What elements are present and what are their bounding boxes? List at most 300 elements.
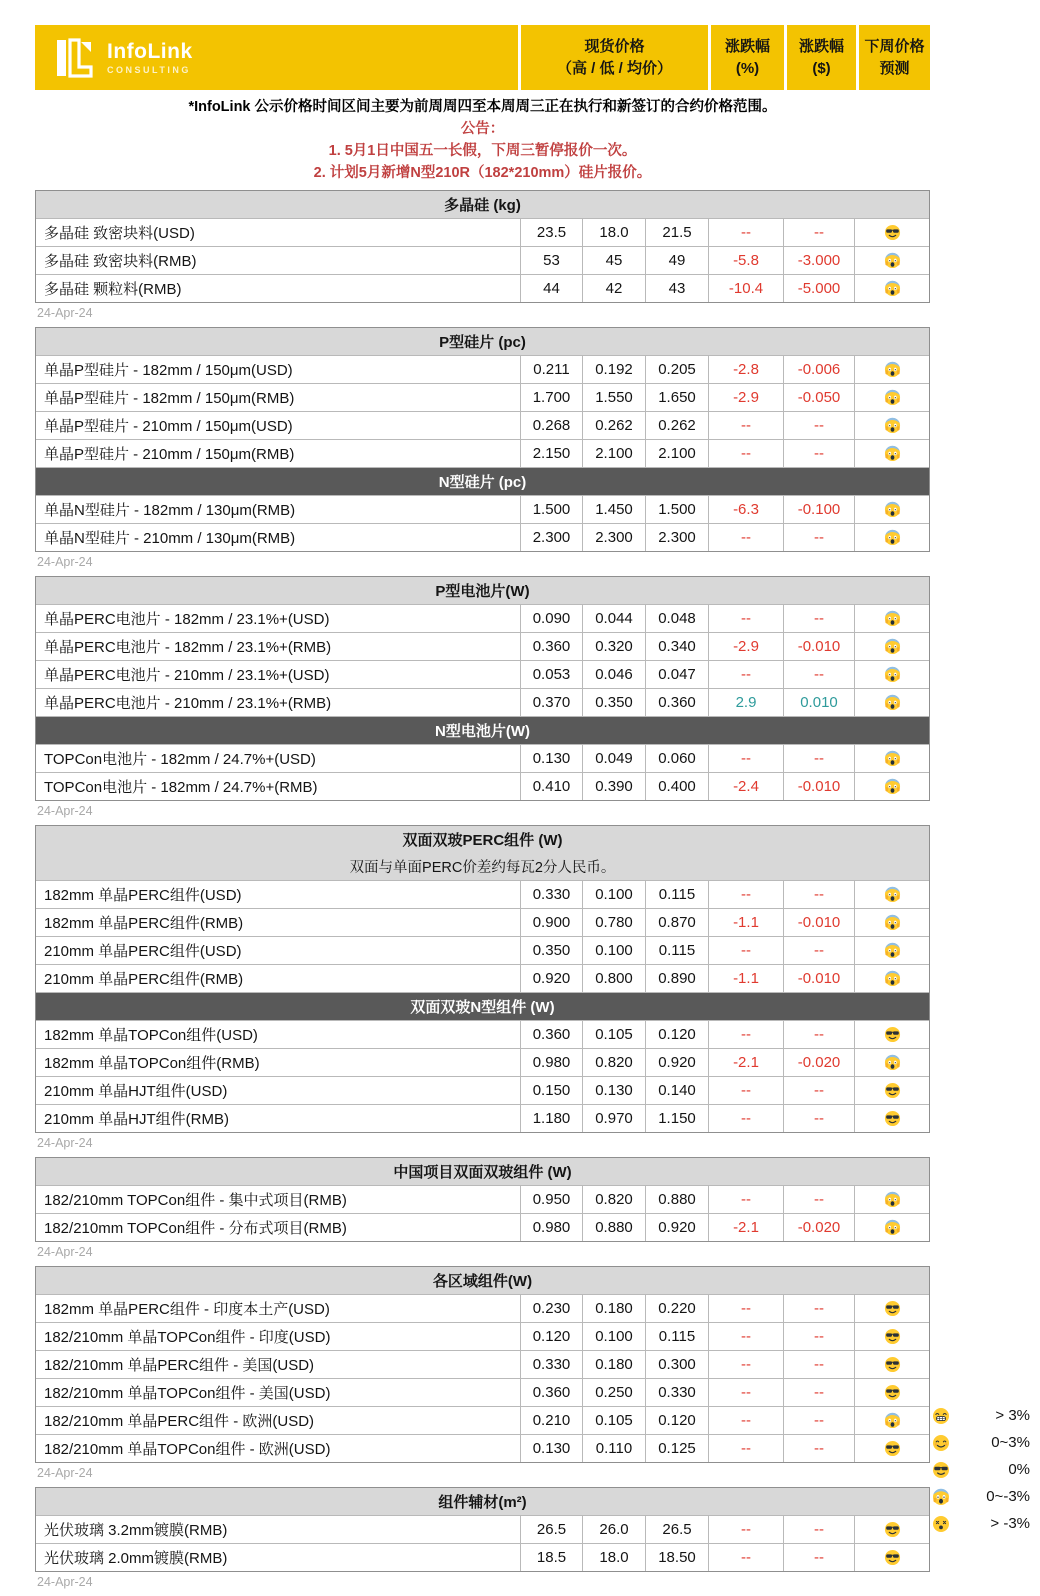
price-high-cell: 0.980 (520, 1214, 582, 1241)
sunglasses-face-icon (884, 1356, 901, 1373)
table-row (36, 1322, 929, 1350)
row-label: 210mm 单晶HJT组件(USD) (44, 1083, 228, 1100)
row-label: 光伏玻璃 2.0mm镀膜(RMB) (44, 1550, 228, 1567)
price-table-block (35, 825, 930, 1157)
price-low-cell: 0.105 (582, 1407, 645, 1434)
table-row (36, 274, 929, 302)
price-low-cell: 0.100 (582, 881, 645, 908)
table-row (36, 632, 929, 660)
table-row (36, 604, 929, 632)
table-header (35, 25, 930, 90)
row-label: 182mm 单晶TOPCon组件(USD) (44, 1027, 258, 1044)
infolink-logo (35, 25, 518, 90)
forecast-cell (854, 689, 929, 716)
section-header: P型硅片 (pc) (36, 328, 929, 355)
price-table-block (35, 190, 930, 327)
report-date: 24-Apr-24 (37, 555, 93, 569)
row-label: TOPCon电池片 - 182mm / 24.7%+(USD) (44, 751, 316, 768)
change-pct-cell: -2.1 (708, 1049, 783, 1076)
scream-face-icon (884, 361, 901, 378)
forecast-cell (854, 1435, 929, 1462)
price-avg-cell: 0.060 (645, 745, 708, 772)
table-row (36, 218, 929, 246)
table-row (36, 1434, 929, 1462)
price-low-cell: 0.970 (582, 1105, 645, 1132)
price-low-cell: 0.320 (582, 633, 645, 660)
forecast-cell (854, 605, 929, 632)
legend-label: 0% (1008, 1461, 1030, 1478)
sunglasses-face-icon (884, 1384, 901, 1401)
price-low-cell: 1.550 (582, 384, 645, 411)
table-row (36, 1378, 929, 1406)
scream-face-icon (884, 610, 901, 627)
change-usd-cell: -3.000 (783, 247, 854, 274)
dizzy-face-icon (932, 1514, 952, 1534)
price-high-cell: 0.230 (520, 1295, 582, 1322)
sunglasses-face-icon (884, 1026, 901, 1043)
forecast-cell (854, 219, 929, 246)
price-avg-cell: 18.50 (645, 1544, 708, 1571)
table-row (36, 1020, 929, 1048)
price-low-cell: 0.192 (582, 356, 645, 383)
change-pct-cell: -- (708, 1323, 783, 1350)
row-label: 182mm 单晶TOPCon组件(RMB) (44, 1055, 260, 1072)
scream-face-icon (884, 1412, 901, 1429)
price-low-cell: 0.046 (582, 661, 645, 688)
change-pct-cell: -1.1 (708, 909, 783, 936)
price-table (35, 1266, 930, 1463)
forecast-cell (854, 1214, 929, 1241)
price-table-block (35, 576, 930, 825)
announcement-item: 1. 5月1日中国五一长假，下周三暂停报价一次。 (328, 143, 637, 159)
row-label: 多晶硅 致密块料(USD) (44, 225, 195, 242)
table-row (36, 1104, 929, 1132)
change-pct-cell: -- (708, 1186, 783, 1213)
row-label: 单晶P型硅片 - 210mm / 150μm(USD) (44, 418, 293, 435)
table-row (36, 439, 929, 467)
price-high-cell: 44 (520, 275, 582, 302)
table-row (36, 1543, 929, 1571)
table-row (36, 688, 929, 716)
change-usd-cell: -- (783, 1295, 854, 1322)
price-high-cell: 0.360 (520, 633, 582, 660)
price-table-block (35, 327, 930, 576)
change-usd-cell: -- (783, 1351, 854, 1378)
price-low-cell: 0.130 (582, 1077, 645, 1104)
section-header: 多晶硅 (kg) (36, 191, 929, 218)
price-high-cell: 0.360 (520, 1021, 582, 1048)
price-table (35, 327, 930, 552)
price-low-cell: 0.110 (582, 1435, 645, 1462)
price-avg-cell: 0.400 (645, 773, 708, 800)
change-pct-cell: -- (708, 1435, 783, 1462)
price-low-cell: 0.100 (582, 937, 645, 964)
price-low-cell: 0.350 (582, 689, 645, 716)
forecast-cell (854, 1077, 929, 1104)
price-table (35, 190, 930, 303)
table-row (36, 495, 929, 523)
section-header: N型电池片(W) (36, 716, 929, 744)
price-avg-cell: 0.115 (645, 1323, 708, 1350)
price-low-cell: 26.0 (582, 1516, 645, 1543)
change-usd-cell: -0.006 (783, 356, 854, 383)
legend-label: 0~-3% (986, 1488, 1030, 1505)
change-pct-cell: -- (708, 1379, 783, 1406)
price-avg-cell: 0.120 (645, 1021, 708, 1048)
change-pct-cell: -- (708, 1105, 783, 1132)
report-date: 24-Apr-24 (37, 804, 93, 818)
scream-face-icon (884, 1219, 901, 1236)
price-low-cell: 42 (582, 275, 645, 302)
price-avg-cell: 0.115 (645, 937, 708, 964)
price-avg-cell: 0.205 (645, 356, 708, 383)
change-pct-cell: -1.1 (708, 965, 783, 992)
change-pct-cell: -- (708, 745, 783, 772)
forecast-cell (854, 496, 929, 523)
column-header-spot-price: 现货价格 （高 / 低 / 均价） (521, 25, 708, 90)
price-avg-cell: 0.920 (645, 1214, 708, 1241)
change-pct-cell: -2.9 (708, 384, 783, 411)
scream-face-icon (932, 1487, 952, 1507)
price-low-cell: 45 (582, 247, 645, 274)
price-high-cell: 0.211 (520, 356, 582, 383)
row-label: 多晶硅 颗粒料(RMB) (44, 281, 182, 298)
price-avg-cell: 0.120 (645, 1407, 708, 1434)
forecast-cell (854, 773, 929, 800)
price-high-cell: 0.130 (520, 1435, 582, 1462)
price-high-cell: 0.330 (520, 881, 582, 908)
row-label: 182/210mm 单晶TOPCon组件 - 美国(USD) (44, 1385, 331, 1402)
price-avg-cell: 0.047 (645, 661, 708, 688)
row-label: 210mm 单晶PERC组件(RMB) (44, 971, 244, 988)
price-high-cell: 0.150 (520, 1077, 582, 1104)
price-low-cell: 0.820 (582, 1186, 645, 1213)
brand-subtitle: CONSULTING (107, 64, 191, 75)
price-avg-cell: 0.870 (645, 909, 708, 936)
price-high-cell: 0.330 (520, 1351, 582, 1378)
change-usd-cell: -- (783, 1544, 854, 1571)
forecast-cell (854, 1351, 929, 1378)
report-date: 24-Apr-24 (37, 306, 93, 320)
legend-label: > -3% (990, 1515, 1030, 1532)
price-high-cell: 23.5 (520, 219, 582, 246)
infolink-logo-icon (51, 35, 97, 81)
change-usd-cell: -- (783, 937, 854, 964)
price-low-cell: 1.450 (582, 496, 645, 523)
price-high-cell: 1.180 (520, 1105, 582, 1132)
price-avg-cell: 0.880 (645, 1186, 708, 1213)
price-low-cell: 0.105 (582, 1021, 645, 1048)
legend-item (932, 1429, 1030, 1456)
announcement-item: 2. 计划5月新增N型210R（182*210mm）硅片报价。 (313, 165, 652, 181)
sunglasses-face-icon (884, 1440, 901, 1457)
forecast-cell (854, 524, 929, 551)
change-usd-cell: -- (783, 605, 854, 632)
change-usd-cell: -0.100 (783, 496, 854, 523)
beaming-face-icon (932, 1406, 952, 1426)
price-low-cell: 0.180 (582, 1295, 645, 1322)
price-low-cell: 0.044 (582, 605, 645, 632)
change-usd-cell: -0.010 (783, 633, 854, 660)
price-high-cell: 0.053 (520, 661, 582, 688)
change-pct-cell: -- (708, 1351, 783, 1378)
price-avg-cell: 26.5 (645, 1516, 708, 1543)
change-pct-cell: -- (708, 1407, 783, 1434)
row-label: 182mm 单晶PERC组件 - 印度本土产(USD) (44, 1301, 330, 1318)
price-high-cell: 0.980 (520, 1049, 582, 1076)
row-label: 单晶PERC电池片 - 210mm / 23.1%+(RMB) (44, 695, 332, 712)
price-avg-cell: 0.920 (645, 1049, 708, 1076)
price-avg-cell: 0.140 (645, 1077, 708, 1104)
change-usd-cell: -- (783, 661, 854, 688)
change-usd-cell: -0.020 (783, 1049, 854, 1076)
sunglasses-face-icon (884, 1082, 901, 1099)
forecast-cell (854, 1323, 929, 1350)
forecast-cell (854, 356, 929, 383)
change-pct-cell: -- (708, 1021, 783, 1048)
price-high-cell: 0.950 (520, 1186, 582, 1213)
price-low-cell: 0.100 (582, 1323, 645, 1350)
scream-face-icon (884, 778, 901, 795)
forecast-cell (854, 384, 929, 411)
price-avg-cell: 0.360 (645, 689, 708, 716)
scream-face-icon (884, 1191, 901, 1208)
sunglasses-face-icon (884, 224, 901, 241)
forecast-cell (854, 1049, 929, 1076)
sunglasses-face-icon (884, 1549, 901, 1566)
price-avg-cell: 0.890 (645, 965, 708, 992)
row-label: 182/210mm 单晶PERC组件 - 欧洲(USD) (44, 1413, 315, 1430)
price-low-cell: 0.780 (582, 909, 645, 936)
column-header-forecast: 下周价格 预测 (859, 25, 930, 90)
notice-line: *InfoLink 公示价格时间区间主要为前周周四至本周周三正在执行和新签订的合约价格范围。 (188, 99, 777, 115)
row-label: 210mm 单晶HJT组件(RMB) (44, 1111, 230, 1128)
forecast-cell (854, 1544, 929, 1571)
price-low-cell: 0.180 (582, 1351, 645, 1378)
table-row (36, 523, 929, 551)
scream-face-icon (884, 970, 901, 987)
change-usd-cell: -0.010 (783, 773, 854, 800)
scream-face-icon (884, 942, 901, 959)
price-high-cell: 53 (520, 247, 582, 274)
price-high-cell: 0.130 (520, 745, 582, 772)
price-high-cell: 0.350 (520, 937, 582, 964)
price-table (35, 1157, 930, 1242)
table-row (36, 1076, 929, 1104)
price-avg-cell: 43 (645, 275, 708, 302)
change-usd-cell: -- (783, 412, 854, 439)
change-pct-cell: -- (708, 219, 783, 246)
price-low-cell: 18.0 (582, 219, 645, 246)
section-header: 中国项目双面双玻组件 (W) (36, 1158, 929, 1185)
row-label: 单晶P型硅片 - 182mm / 150μm(USD) (44, 362, 293, 379)
section-header: P型电池片(W) (36, 577, 929, 604)
price-avg-cell: 49 (645, 247, 708, 274)
change-pct-cell: -- (708, 524, 783, 551)
price-avg-cell: 0.262 (645, 412, 708, 439)
change-pct-cell: -- (708, 1295, 783, 1322)
price-low-cell: 2.100 (582, 440, 645, 467)
price-avg-cell: 0.125 (645, 1435, 708, 1462)
change-usd-cell: -- (783, 1407, 854, 1434)
sunglasses-face-icon (884, 1110, 901, 1127)
legend-item (932, 1402, 1030, 1429)
change-usd-cell: -- (783, 1021, 854, 1048)
forecast-legend (932, 1402, 1030, 1537)
legend-label: > 3% (995, 1407, 1030, 1424)
sunglasses-face-icon (884, 1328, 901, 1345)
brand-name: InfoLink (107, 39, 193, 63)
change-usd-cell: -0.010 (783, 965, 854, 992)
price-high-cell: 2.300 (520, 524, 582, 551)
forecast-cell (854, 1379, 929, 1406)
row-label: 单晶PERC电池片 - 210mm / 23.1%+(USD) (44, 667, 330, 684)
sunglasses-face-icon (884, 1521, 901, 1538)
price-low-cell: 0.390 (582, 773, 645, 800)
table-row (36, 936, 929, 964)
change-pct-cell: -- (708, 881, 783, 908)
row-label: 182/210mm 单晶TOPCon组件 - 欧洲(USD) (44, 1441, 331, 1458)
price-table-block (35, 1266, 930, 1487)
scream-face-icon (884, 529, 901, 546)
scream-face-icon (884, 445, 901, 462)
price-tables (35, 190, 930, 1596)
price-low-cell: 0.800 (582, 965, 645, 992)
scream-face-icon (884, 694, 901, 711)
forecast-cell (854, 633, 929, 660)
change-usd-cell: -0.050 (783, 384, 854, 411)
section-note: 双面与单面PERC价差约每瓦2分人民币。 (36, 853, 929, 880)
price-low-cell: 0.250 (582, 1379, 645, 1406)
table-row (36, 744, 929, 772)
price-table (35, 1487, 930, 1572)
report-date: 24-Apr-24 (37, 1136, 93, 1150)
change-pct-cell: -2.9 (708, 633, 783, 660)
change-pct-cell: -- (708, 1516, 783, 1543)
change-pct-cell: -2.1 (708, 1214, 783, 1241)
forecast-cell (854, 1407, 929, 1434)
change-pct-cell: -2.8 (708, 356, 783, 383)
legend-label: 0~3% (991, 1434, 1030, 1451)
price-avg-cell: 2.100 (645, 440, 708, 467)
change-usd-cell: -- (783, 524, 854, 551)
change-pct-cell: -- (708, 937, 783, 964)
change-usd-cell: -- (783, 1186, 854, 1213)
row-label: 单晶P型硅片 - 210mm / 150μm(RMB) (44, 446, 295, 463)
price-avg-cell: 21.5 (645, 219, 708, 246)
price-high-cell: 0.120 (520, 1323, 582, 1350)
price-high-cell: 0.090 (520, 605, 582, 632)
price-low-cell: 0.262 (582, 412, 645, 439)
forecast-cell (854, 440, 929, 467)
price-high-cell: 0.920 (520, 965, 582, 992)
row-label: 单晶N型硅片 - 210mm / 130μm(RMB) (44, 530, 296, 547)
legend-item (932, 1483, 1030, 1510)
scream-face-icon (884, 750, 901, 767)
sunglasses-face-icon (884, 1300, 901, 1317)
change-usd-cell: -0.010 (783, 909, 854, 936)
forecast-cell (854, 412, 929, 439)
report-date: 24-Apr-24 (37, 1245, 93, 1259)
price-table-block (35, 1157, 930, 1266)
forecast-cell (854, 965, 929, 992)
announcement-label: 公告： (460, 121, 505, 137)
change-usd-cell: -5.000 (783, 275, 854, 302)
price-high-cell: 0.360 (520, 1379, 582, 1406)
table-row (36, 964, 929, 992)
price-avg-cell: 0.115 (645, 881, 708, 908)
price-table-block (35, 1487, 930, 1596)
table-row (36, 1213, 929, 1241)
table-row (36, 411, 929, 439)
row-label: 182/210mm 单晶TOPCon组件 - 印度(USD) (44, 1329, 331, 1346)
change-usd-cell: 0.010 (783, 689, 854, 716)
section-header: 双面双玻N型组件 (W) (36, 992, 929, 1020)
scream-face-icon (884, 252, 901, 269)
price-high-cell: 26.5 (520, 1516, 582, 1543)
forecast-cell (854, 275, 929, 302)
change-pct-cell: -2.4 (708, 773, 783, 800)
section-header: 双面双玻PERC组件 (W) (36, 826, 929, 853)
price-high-cell: 0.370 (520, 689, 582, 716)
column-header-change-usd: 涨跌幅 ($) (787, 25, 856, 90)
report-date: 24-Apr-24 (37, 1575, 93, 1589)
row-label: TOPCon电池片 - 182mm / 24.7%+(RMB) (44, 779, 318, 796)
change-usd-cell: -- (783, 219, 854, 246)
price-avg-cell: 2.300 (645, 524, 708, 551)
price-high-cell: 0.268 (520, 412, 582, 439)
table-row (36, 1350, 929, 1378)
section-header: N型硅片 (pc) (36, 467, 929, 495)
legend-item (932, 1510, 1030, 1537)
forecast-cell (854, 909, 929, 936)
change-pct-cell: -- (708, 440, 783, 467)
scream-face-icon (884, 389, 901, 406)
change-usd-cell: -- (783, 440, 854, 467)
change-usd-cell: -- (783, 1435, 854, 1462)
section-header: 组件辅材(m²) (36, 1488, 929, 1515)
table-row (36, 660, 929, 688)
price-high-cell: 0.410 (520, 773, 582, 800)
table-row (36, 383, 929, 411)
smiling-face-icon (932, 1433, 952, 1453)
table-row (36, 1294, 929, 1322)
table-row (36, 880, 929, 908)
scream-face-icon (884, 886, 901, 903)
price-table (35, 576, 930, 801)
table-row (36, 1185, 929, 1213)
price-avg-cell: 0.048 (645, 605, 708, 632)
row-label: 单晶P型硅片 - 182mm / 150μm(RMB) (44, 390, 295, 407)
legend-item (932, 1456, 1030, 1483)
sunglasses-face-icon (932, 1460, 952, 1480)
change-usd-cell: -- (783, 1379, 854, 1406)
row-label: 182/210mm TOPCon组件 - 分布式项目(RMB) (44, 1220, 347, 1237)
table-row (36, 1048, 929, 1076)
row-label: 182/210mm TOPCon组件 - 集中式项目(RMB) (44, 1192, 347, 1209)
table-row (36, 355, 929, 383)
scream-face-icon (884, 914, 901, 931)
price-avg-cell: 0.330 (645, 1379, 708, 1406)
row-label: 单晶PERC电池片 - 182mm / 23.1%+(RMB) (44, 639, 332, 656)
change-pct-cell: -6.3 (708, 496, 783, 523)
forecast-cell (854, 745, 929, 772)
scream-face-icon (884, 666, 901, 683)
change-usd-cell: -- (783, 1516, 854, 1543)
change-usd-cell: -- (783, 1323, 854, 1350)
row-label: 182mm 单晶PERC组件(USD) (44, 887, 242, 904)
row-label: 光伏玻璃 3.2mm镀膜(RMB) (44, 1522, 228, 1539)
